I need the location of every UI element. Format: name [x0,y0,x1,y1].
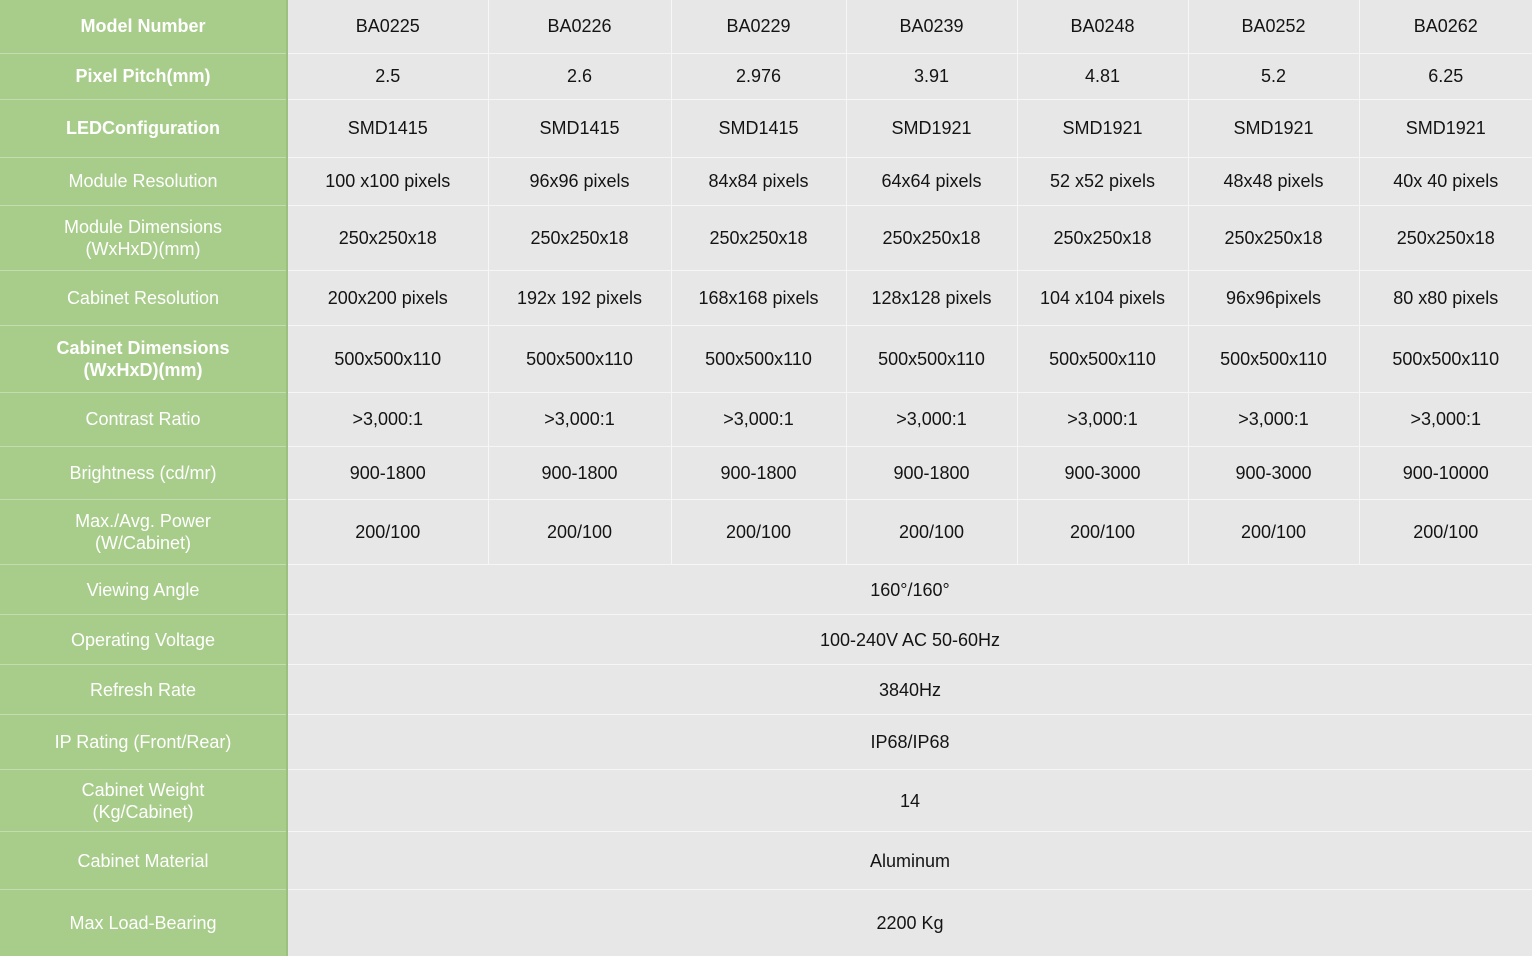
row-label [0,715,287,770]
spec-value: 200/100 [488,499,671,564]
row-label [0,499,287,564]
spec-row-max-avg-power [0,499,1532,564]
spec-value: 200/100 [1017,499,1188,564]
spec-value: 200/100 [846,499,1017,564]
spec-row-ip-rating-front-rear [0,715,1532,770]
model-number-cell: BA0252 [1188,0,1359,53]
row-label-text: Viewing Angle [86,579,200,600]
row-label-text: LEDConfiguration [66,118,220,139]
row-label-text: Module Dimensions [63,216,223,237]
row-label [0,446,287,499]
row-label-unit: (WxHxD)(mm) [83,359,203,380]
spec-row-pixel-pitch-mm [0,53,1532,99]
spec-value: 48x48 pixels [1188,157,1359,205]
spec-row-model-number [0,0,1532,53]
row-label-text: Max./Avg. Power [75,510,211,531]
row-label-text: IP Rating (Front/Rear) [54,732,232,753]
spec-value: 500x500x110 [1017,325,1188,392]
spec-value-shared: 3840Hz [287,665,1532,715]
row-label-text: Cabinet Resolution [66,287,220,308]
spec-value: 200/100 [1188,499,1359,564]
spec-value-shared: 100-240V AC 50-60Hz [287,615,1532,665]
spec-value: 168x168 pixels [671,270,846,325]
spec-row-ledconfiguration [0,99,1532,157]
spec-value: 52 x52 pixels [1017,157,1188,205]
spec-value: 250x250x18 [671,205,846,270]
row-label-text: Cabinet Dimensions [56,337,230,358]
spec-value: 250x250x18 [1188,205,1359,270]
spec-value-shared: 14 [287,770,1532,832]
row-label-text: Contrast Ratio [85,409,201,430]
spec-row-cabinet-dimensions [0,325,1532,392]
spec-value: 2.5 [287,53,488,99]
row-label [0,0,287,53]
spec-row-viewing-angle [0,565,1532,615]
spec-row-contrast-ratio [0,392,1532,446]
row-label [0,770,287,832]
spec-value: >3,000:1 [1359,392,1532,446]
row-label [0,565,287,615]
row-label-unit: (Kg/Cabinet) [92,801,194,822]
row-label [0,270,287,325]
spec-value-shared: Aluminum [287,832,1532,890]
spec-value-shared: 2200 Kg [287,890,1532,956]
spec-value: SMD1415 [671,99,846,157]
row-label-text: Operating Voltage [70,629,216,650]
row-label [0,890,287,956]
spec-value: 900-1800 [671,446,846,499]
spec-value: 500x500x110 [671,325,846,392]
model-number-cell: BA0262 [1359,0,1532,53]
spec-value: >3,000:1 [671,392,846,446]
spec-value: 4.81 [1017,53,1188,99]
spec-value: SMD1921 [1359,99,1532,157]
spec-value: 200x200 pixels [287,270,488,325]
spec-value: 200/100 [287,499,488,564]
row-label [0,392,287,446]
row-label [0,325,287,392]
spec-value: 96x96pixels [1188,270,1359,325]
row-label [0,53,287,99]
spec-value: 250x250x18 [287,205,488,270]
row-label [0,205,287,270]
spec-value: 64x64 pixels [846,157,1017,205]
spec-value: SMD1415 [287,99,488,157]
spec-value-shared: 160°/160° [287,565,1532,615]
spec-value: >3,000:1 [287,392,488,446]
row-label-text: Cabinet Weight [81,779,205,800]
model-number-cell: BA0225 [287,0,488,53]
spec-value: 500x500x110 [488,325,671,392]
model-number-cell: BA0239 [846,0,1017,53]
spec-value: >3,000:1 [488,392,671,446]
spec-value: 3.91 [846,53,1017,99]
spec-value: 900-1800 [287,446,488,499]
spec-value: 2.976 [671,53,846,99]
spec-value: 104 x104 pixels [1017,270,1188,325]
spec-value: 200/100 [1359,499,1532,564]
row-label [0,99,287,157]
spec-row-module-dimensions [0,205,1532,270]
spec-value: >3,000:1 [846,392,1017,446]
spec-row-cabinet-material [0,832,1532,890]
model-number-cell: BA0226 [488,0,671,53]
model-number-cell: BA0248 [1017,0,1188,53]
spec-value: 2.6 [488,53,671,99]
row-label-text: Module Resolution [68,171,218,192]
spec-value: 6.25 [1359,53,1532,99]
spec-value: 500x500x110 [1188,325,1359,392]
spec-value: >3,000:1 [1188,392,1359,446]
spec-value: SMD1921 [1017,99,1188,157]
spec-value: 900-1800 [488,446,671,499]
spec-row-cabinet-resolution [0,270,1532,325]
spec-row-cabinet-weight [0,770,1532,832]
spec-value: 100 x100 pixels [287,157,488,205]
model-number-cell: BA0229 [671,0,846,53]
spec-value-shared: IP68/IP68 [287,715,1532,770]
spec-value: 40x 40 pixels [1359,157,1532,205]
spec-value: 250x250x18 [846,205,1017,270]
row-label [0,157,287,205]
spec-row-module-resolution [0,157,1532,205]
row-label [0,615,287,665]
spec-value: 250x250x18 [1017,205,1188,270]
spec-value: 250x250x18 [488,205,671,270]
spec-row-refresh-rate [0,665,1532,715]
row-label [0,832,287,890]
spec-value: SMD1921 [846,99,1017,157]
row-label-unit: (W/Cabinet) [94,532,192,553]
spec-value: 5.2 [1188,53,1359,99]
spec-row-brightness-cd-mr [0,446,1532,499]
spec-value: 500x500x110 [1359,325,1532,392]
row-label-unit: (WxHxD)(mm) [85,238,201,259]
row-label-text: Cabinet Material [77,850,209,871]
spec-value: 96x96 pixels [488,157,671,205]
spec-value: 900-3000 [1017,446,1188,499]
spec-row-max-load-bearing [0,890,1532,956]
spec-value: 200/100 [671,499,846,564]
spec-value: 900-10000 [1359,446,1532,499]
row-label-text: Model Number [80,16,206,37]
spec-value: 80 x80 pixels [1359,270,1532,325]
spec-value: SMD1921 [1188,99,1359,157]
row-label-text: Brightness (cd/mr) [69,462,217,483]
spec-value: >3,000:1 [1017,392,1188,446]
spec-row-operating-voltage [0,615,1532,665]
row-label [0,665,287,715]
spec-value: 500x500x110 [846,325,1017,392]
spec-value: 500x500x110 [287,325,488,392]
spec-value: 84x84 pixels [671,157,846,205]
spec-value: 128x128 pixels [846,270,1017,325]
spec-value: 900-3000 [1188,446,1359,499]
spec-value: 192x 192 pixels [488,270,671,325]
spec-value: 900-1800 [846,446,1017,499]
row-label-text: Pixel Pitch(mm) [75,66,211,87]
spec-value: SMD1415 [488,99,671,157]
row-label-text: Max Load-Bearing [69,913,217,934]
spec-value: 250x250x18 [1359,205,1532,270]
row-label-text: Refresh Rate [89,679,197,700]
